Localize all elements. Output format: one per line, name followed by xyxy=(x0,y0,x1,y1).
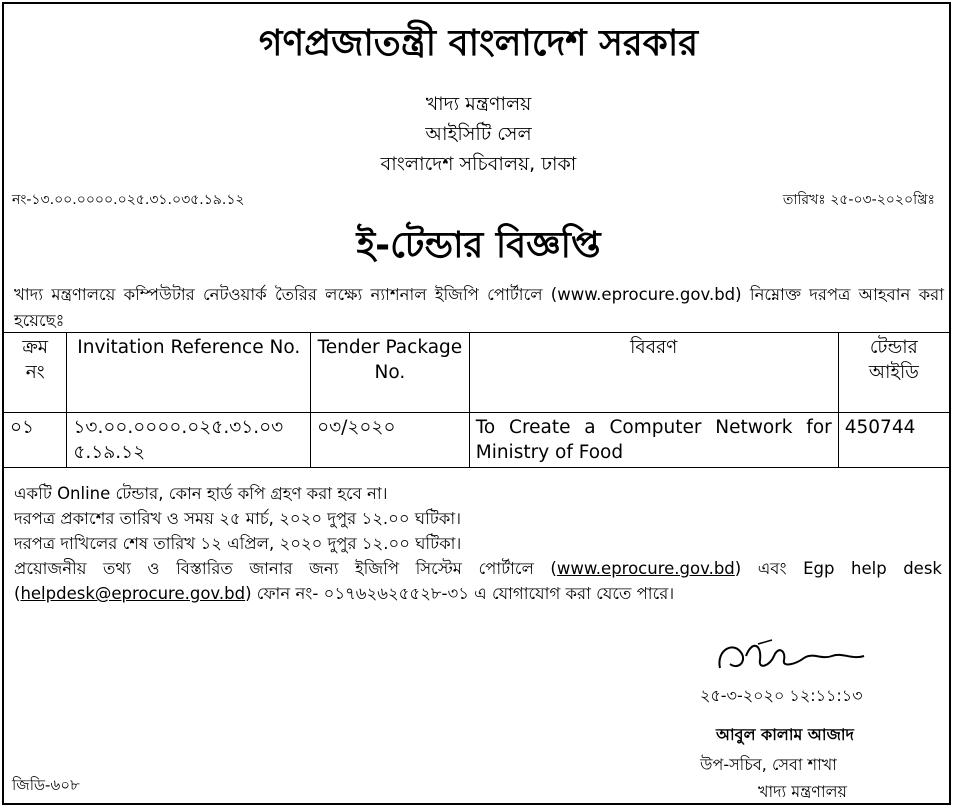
tender-table xyxy=(3,332,950,468)
signatory-name: আবুল কালাম আজাদ xyxy=(716,725,854,744)
notes-section xyxy=(14,482,942,607)
eprocure-link[interactable]: www.eprocure.gov.bd xyxy=(556,559,735,578)
signature-datetime: ২৫-৩-২০২০ ১২:১১:১৩ xyxy=(700,686,863,705)
note-helpdesk-open: ( xyxy=(14,584,21,603)
note-deadline: দরপত্র দাখিলের শেষ তারিখ ১২ এপ্রিল, ২০২০ দুপুর ১২.০০ ঘটিকা। xyxy=(14,534,462,553)
cell-name: আইসিটি সেল xyxy=(425,123,532,145)
note-contact-post: ) এবং Egp help desk xyxy=(734,559,942,578)
header-tender-id: টেন্ডার আইডি xyxy=(838,333,949,413)
cell-serial: ০১ xyxy=(4,413,67,468)
helpdesk-email-link[interactable]: helpdesk@eprocure.gov.bd xyxy=(20,584,246,603)
gd-code: জিডি-৬০৮ xyxy=(12,776,80,794)
header-serial: ক্রম নং xyxy=(4,333,67,413)
memo-date: তারিখঃ ২৫-০৩-২০২০খ্রিঃ xyxy=(782,192,935,208)
signatory-designation: উপ-সচিব, সেবা শাখা xyxy=(700,755,837,774)
cell-package: ০৩/২০২০ xyxy=(311,413,470,468)
cell-reference: ১৩.০০.০০০০.০২৫.৩১.০৩ ৫.১৯.১২ xyxy=(67,413,311,468)
note-online-post: টেন্ডার, কোন হার্ড কপি গ্রহণ করা হবে না। xyxy=(110,484,388,503)
notice-intro: খাদ্য মন্ত্রণালয়ে কম্পিউটার নেটওয়ার্ক তৈরির লক্ষ্যে ন্যাশনাল ইজিপি পোর্টালে (www.eprocure.gov.bd) নিম্নোক্ত দরপত্র আহবান করা হয়েছেঃ xyxy=(14,285,944,330)
note-helpdesk-post: ) ফোন নং- ০১৭৬২৬২৫৫২৮-৩১ এ যোগাযোগ করা যেতে পারে। xyxy=(245,584,675,603)
cell-description: To Create a Computer Network for Ministry of Food xyxy=(469,413,838,468)
table-row xyxy=(4,413,950,468)
ministry-name: খাদ্য মন্ত্রণালয় xyxy=(425,93,532,115)
header-reference: Invitation Reference No. xyxy=(67,333,311,413)
signature-scribble xyxy=(712,630,882,680)
note-contact xyxy=(14,557,942,581)
signatory-department: খাদ্য মন্ত্রণালয় xyxy=(758,782,847,801)
note-online-pre: একটি xyxy=(14,484,58,503)
memo-number: নং-১৩.০০.০০০০.০২৫.৩১.০৩৫.১৯.১২ xyxy=(12,192,245,208)
notice-title: ই-টেন্ডার বিজ্ঞপ্তি xyxy=(356,225,601,266)
note-contact-pre: প্রয়োজনীয় তথ্য ও বিস্তারিত জানার জন্য ইজিপি সিস্টেম পোর্টালে ( xyxy=(14,559,557,578)
note-online-word: Online xyxy=(57,484,111,503)
header-package: Tender Package No. xyxy=(311,333,470,413)
cell-tender-id: 450744 xyxy=(838,413,949,468)
government-title: গণপ্রজাতন্ত্রী বাংলাদেশ সরকার xyxy=(258,23,699,64)
note-publish-date: দরপত্র প্রকাশের তারিখ ও সময় ২৫ মার্চ, ২০২০ দুপুর ১২.০০ ঘটিকা। xyxy=(14,509,462,528)
note-online xyxy=(14,482,942,506)
office-location: বাংলাদেশ সচিবালয়, ঢাকা xyxy=(380,153,577,175)
table-header-row xyxy=(4,333,950,413)
header-description: বিবরণ xyxy=(469,333,838,413)
note-helpdesk xyxy=(14,582,942,606)
